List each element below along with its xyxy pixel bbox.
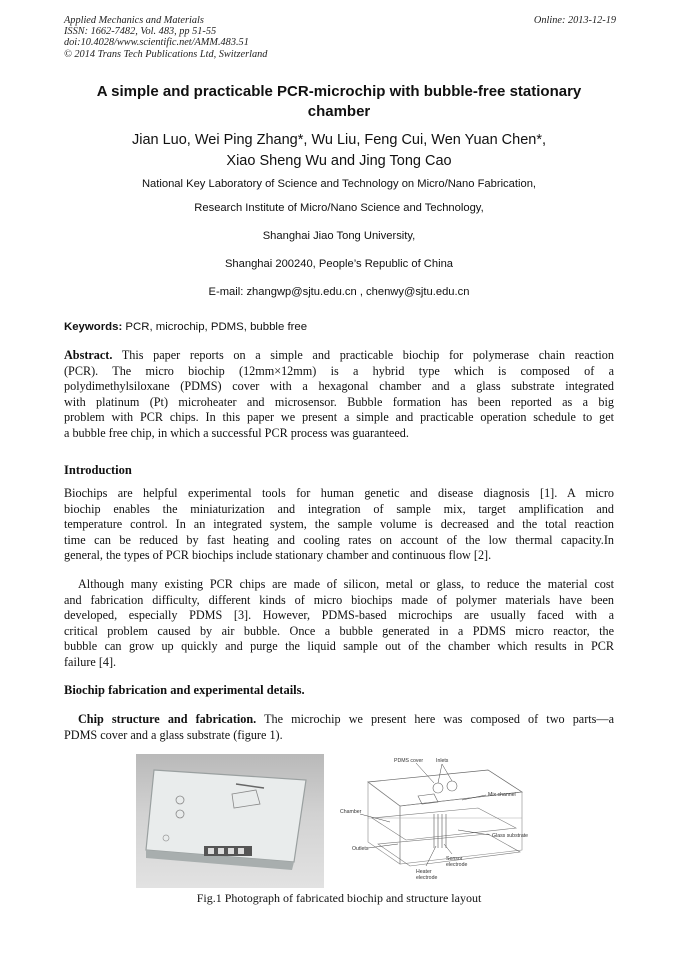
text-line: Chip structure and fabrication. The microchip we present here was composed of two parts—a: [78, 712, 615, 726]
journal-header: [64, 15, 267, 60]
keywords-text: PCR, microchip, PDMS, bubble free: [125, 321, 308, 333]
text-line: failure [4].: [64, 654, 117, 669]
keywords-label: Keywords:: [64, 321, 123, 333]
text-line: biochip enables the miniaturization and integration of sample mix, target amplification and: [64, 501, 614, 516]
introduction-paragraph: [64, 577, 614, 670]
journal-doi: doi:10.4028/www.scientific.net/AMM.483.51: [64, 37, 249, 49]
affiliation-line: National Key Laboratory of Science and Technology on Micro/Nano Fabrication,: [141, 178, 537, 190]
structure-layout-drawing: [338, 752, 542, 888]
text-line: general, the types of PCR biochips include stationary chamber and continuous flow [2].: [64, 548, 492, 562]
label-sensor: Sensor: [446, 856, 463, 862]
affiliation-line: Shanghai 200240, People’s Republic of China: [224, 258, 454, 270]
abstract-line: with platinum (Pt) microheater and microsensor. Bubble formation has been reported as a big: [64, 394, 614, 409]
journal-name: Applied Mechanics and Materials: [64, 15, 204, 26]
abstract-line: a bubble free chip, in which a successful PCR process was guaranteed.: [64, 425, 409, 440]
affiliation-line: Research Institute of Micro/Nano Science and Technology,: [194, 202, 484, 214]
abstract-line: Abstract. This paper reports on a simple and practicable biochip for polymerase chain reaction: [64, 348, 614, 362]
text-line: time can be reduced by fast heating and cooling rates on account of the low thermal capacity.In: [64, 532, 614, 547]
section-heading-introduction: Introduction: [64, 463, 132, 477]
text-line: temperature control. In an integrated system, the sample volume is decreased and the total reaction: [64, 517, 614, 531]
keywords: [64, 321, 307, 333]
biochip-photograph: [136, 754, 324, 888]
abstract-line: problem with PCR chips. In this paper we present a simple and practicable operation schedule to get: [64, 410, 614, 424]
figure-caption: Fig.1 Photograph of fabricated biochip and structure layout: [196, 891, 482, 905]
text-line: Although many existing PCR chips are made of silicon, metal or glass, to reduce the material cost: [78, 577, 614, 591]
label-sensor-electrode: electrode: [446, 862, 468, 868]
paper-title: [40, 82, 638, 122]
journal-issn: ISSN: 1662-7482, Vol. 483, pp 51-55: [64, 26, 217, 38]
fabrication-paragraph: [64, 712, 614, 743]
abstract: [64, 348, 614, 441]
text-line: and fabrication difficulty, different kinds of micro biochips made of polymer materials have been: [64, 592, 614, 607]
text-line: bubble can grow up quickly and purge the liquid sample out of the chamber which results in PCR: [64, 639, 614, 653]
title-line: chamber: [307, 103, 371, 120]
text-line: developed, especially PDMS [3]. However, PDMS-based microchips are usually faced with a: [64, 608, 614, 622]
text-line: critical problem caused by air bubble. Once a bubble generated in a PDMS micro reactor, the: [64, 623, 614, 638]
label-heater-electrode: electrode: [416, 875, 438, 881]
biochip-photo-drawing: [136, 754, 324, 888]
online-date: Online: 2013-12-19: [533, 15, 616, 26]
label-mix-channel: Mix channel: [488, 792, 516, 798]
author-line: Jian Luo, Wei Ping Zhang*, Wu Liu, Feng Cui, Wen Yuan Chen*,: [131, 132, 547, 148]
contact-email: E-mail: zhangwp@sjtu.edu.cn , chenwy@sjtu.edu.cn: [208, 286, 470, 298]
section-heading-fabrication: Biochip fabrication and experimental details.: [64, 683, 305, 697]
author-list: [40, 130, 638, 172]
text-line: PDMS cover and a glass substrate (figure 1).: [64, 727, 283, 742]
abstract-line: polydimethylsiloxane (PDMS) cover with a hexagonal chamber and a glass substrate integrated: [64, 379, 614, 393]
abstract-label: Abstract.: [64, 348, 113, 362]
label-heater: Heater: [416, 869, 432, 875]
label-inlets: Inlets: [436, 758, 449, 764]
label-pdms-cover: PDMS cover: [394, 758, 424, 764]
label-outlets: Outlets: [352, 846, 369, 852]
title-line: A simple and practicable PCR-microchip with bubble-free stationary: [96, 83, 582, 100]
label-chamber: Chamber: [340, 809, 362, 815]
author-line: Xiao Sheng Wu and Jing Tong Cao: [226, 153, 452, 169]
journal-copyright: © 2014 Trans Tech Publications Ltd, Switzerland: [64, 48, 268, 60]
introduction-paragraph: [64, 486, 614, 564]
affiliation-line: Shanghai Jiao Tong University,: [262, 230, 416, 242]
label-glass-substrate: Glass substrate: [492, 833, 529, 839]
subsection-label: Chip structure and fabrication.: [78, 712, 257, 726]
text-line: Biochips are helpful experimental tools for human genetic and disease diagnosis [1]. A micro: [64, 486, 614, 500]
abstract-line: (PCR). The micro biochip (12mm×12mm) is a hybrid type which is composed of a: [64, 363, 614, 378]
structure-layout-diagram: [338, 752, 542, 888]
